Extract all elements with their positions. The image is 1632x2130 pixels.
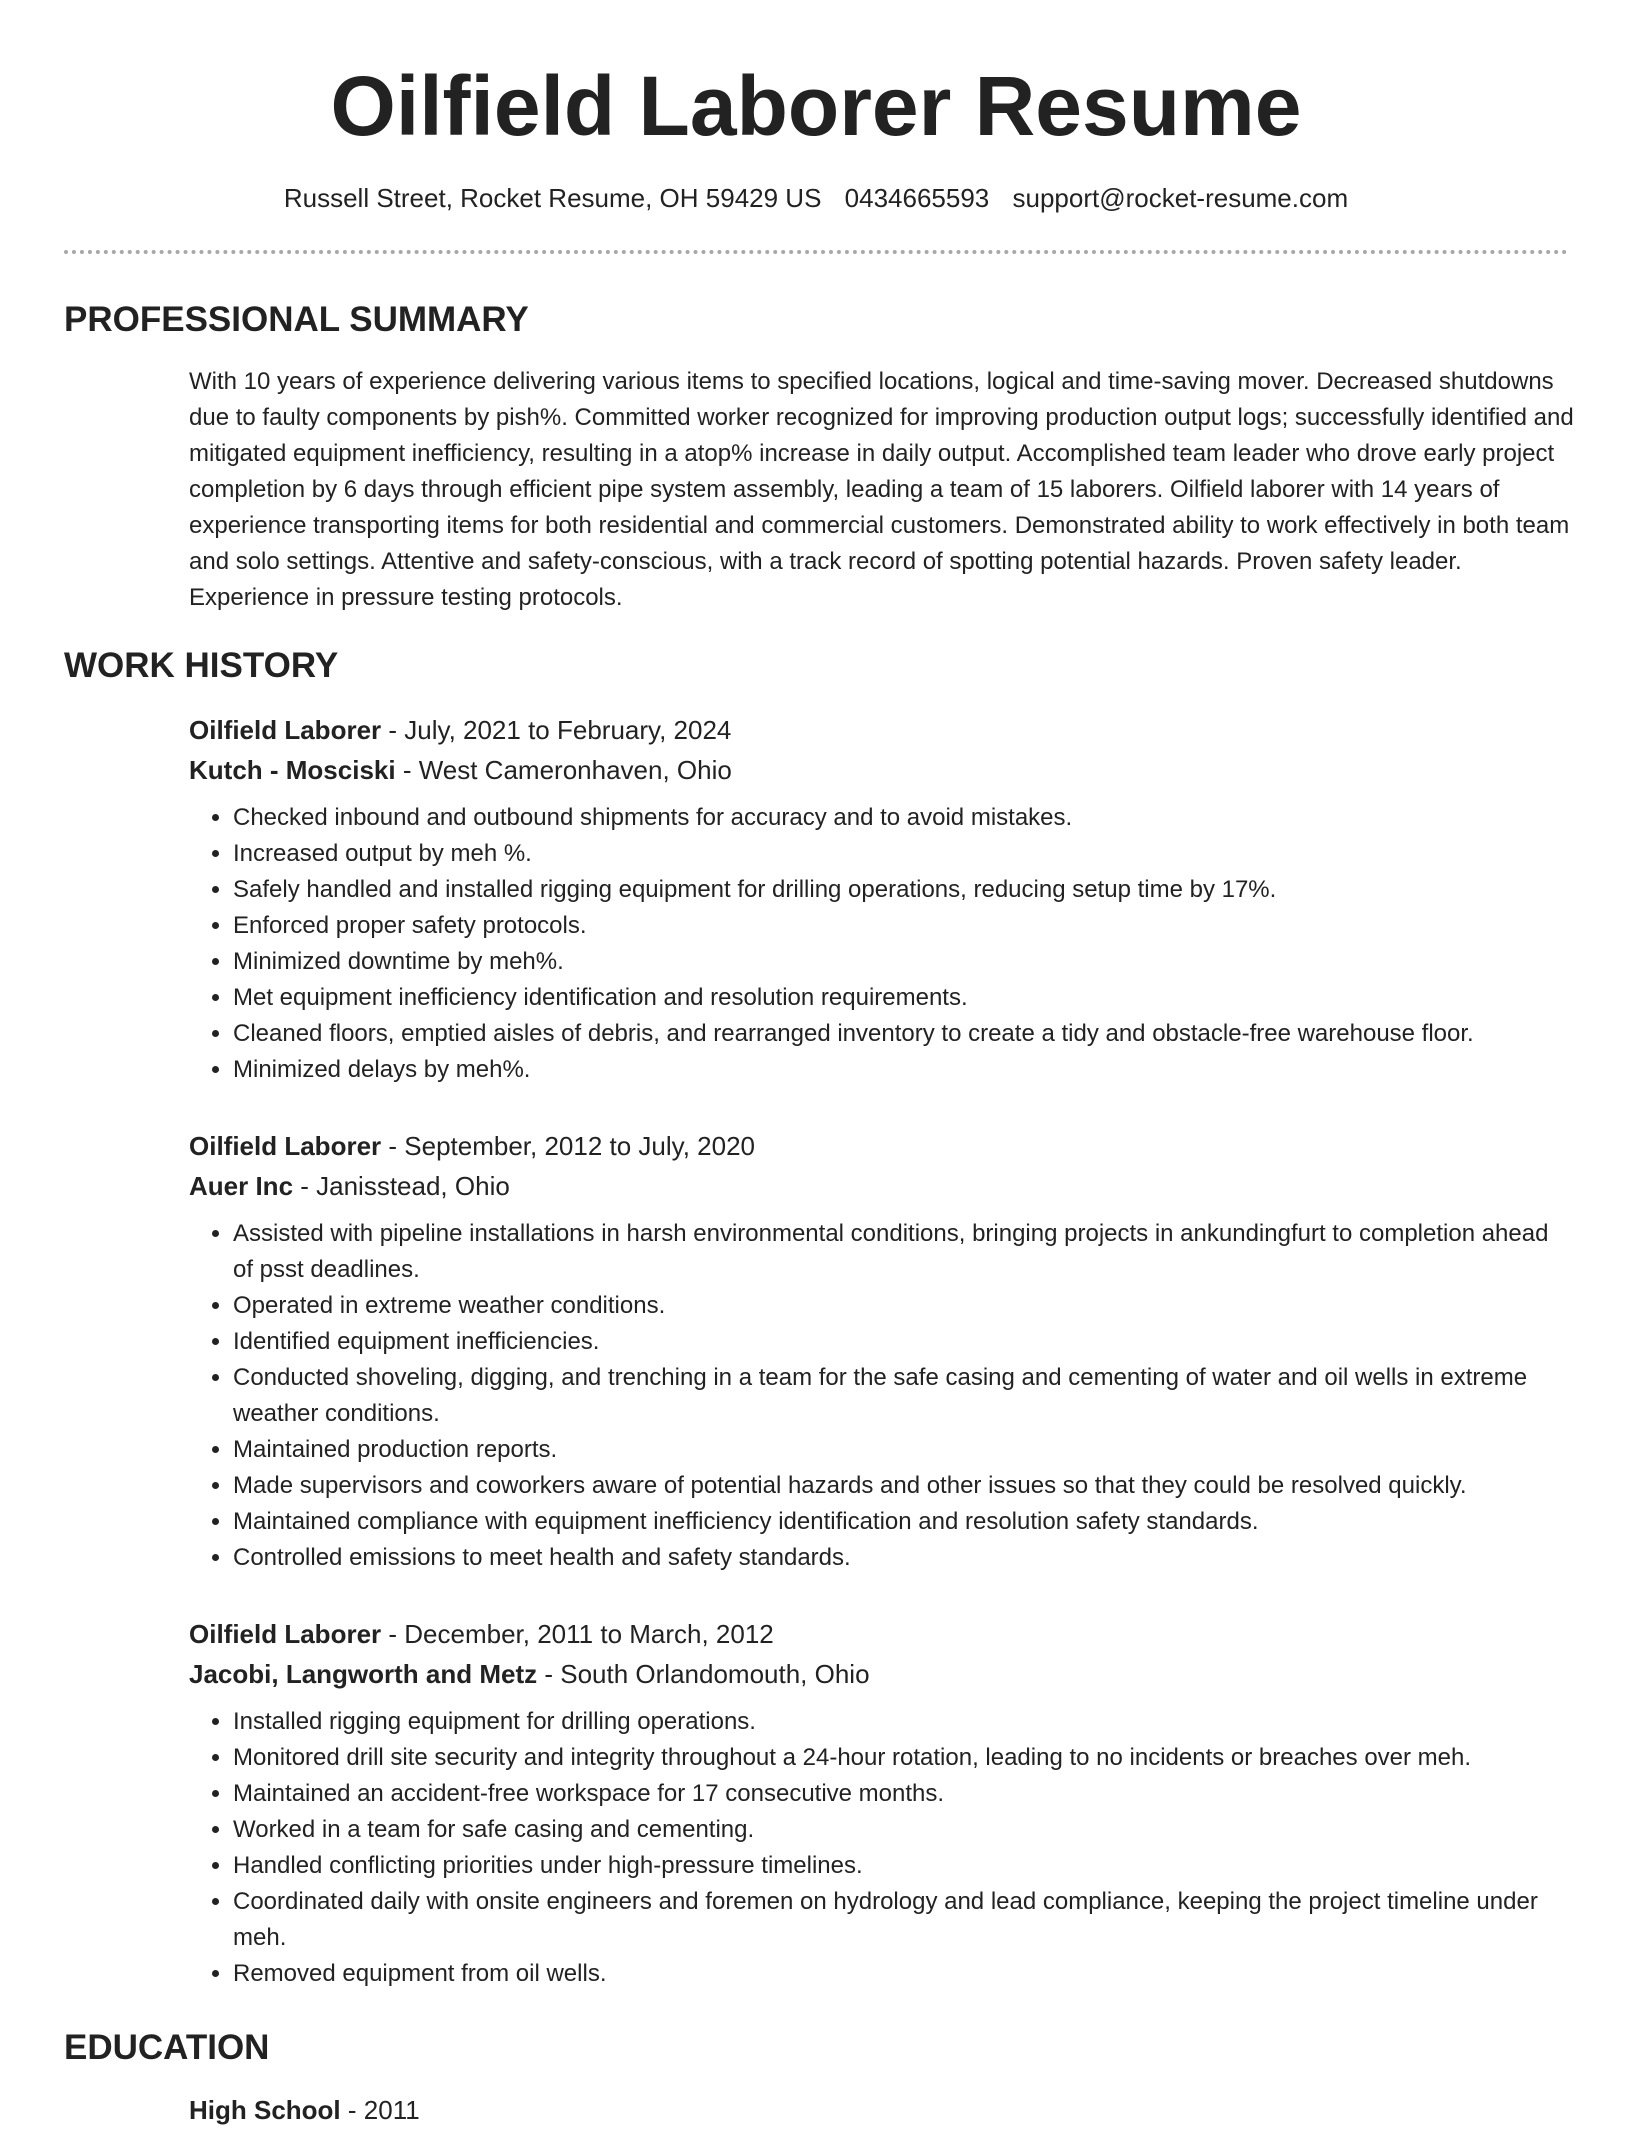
phone: 0434665593 [844, 183, 990, 213]
job-role: Oilfield Laborer [189, 1131, 382, 1161]
bullet-item: • Coordinated daily with onsite engineers and foremen on hydrology and lead compliance, keeping the project timeline under meh. [233, 1884, 1574, 1956]
bullet-item: • Maintained compliance with equipment inefficiency identification and resolution safety standards. [233, 1504, 1574, 1540]
job-company: Kutch - Mosciski [189, 755, 396, 785]
bullet-item: • Monitored drill site security and integrity throughout a 24-hour rotation, leading to no incidents or breaches over meh. [233, 1740, 1574, 1776]
bullet-item: • Removed equipment from oil wells. [233, 1956, 1574, 1992]
bullet-item: • Maintained production reports. [233, 1432, 1574, 1468]
header-divider [64, 250, 1568, 254]
bullet-item: • Increased output by meh %. [233, 836, 1574, 872]
job-location: - West Cameronhaven, Ohio [395, 755, 732, 785]
bullet-item: • Checked inbound and outbound shipments for accuracy and to avoid mistakes. [233, 800, 1574, 836]
job-title-line [189, 1614, 1574, 1654]
job-dates: - July, 2021 to February, 2024 [381, 715, 732, 745]
job-location: - Janisstead, Ohio [293, 1171, 510, 1201]
job-location: - South Orlandomouth, Ohio [537, 1659, 870, 1689]
bullet-item: • Handled conflicting priorities under high-pressure timelines. [233, 1848, 1574, 1884]
job-dates: - December, 2011 to March, 2012 [381, 1619, 774, 1649]
bullet-item: • Conducted shoveling, digging, and trenching in a team for the safe casing and cementing of water and oil wells in extreme weather conditions. [233, 1360, 1574, 1432]
job-role: Oilfield Laborer [189, 715, 382, 745]
bullet-item: • Installed rigging equipment for drilling operations. [233, 1704, 1574, 1740]
bullet-item: • Identified equipment inefficiencies. [233, 1324, 1574, 1360]
job-entry [189, 710, 1574, 1088]
education-degree: High School [189, 2095, 341, 2125]
job-company: Jacobi, Langworth and Metz [189, 1659, 538, 1689]
job-entry [189, 1614, 1574, 1992]
job-bullets [189, 1704, 1574, 1992]
bullet-item: • Controlled emissions to meet health and safety standards. [233, 1540, 1574, 1576]
contact-line [0, 180, 1632, 216]
bullet-item: • Minimized downtime by meh%. [233, 944, 1574, 980]
bullet-item: • Safely handled and installed rigging equipment for drilling operations, reducing setup time by 17%. [233, 872, 1574, 908]
address: Russell Street, Rocket Resume, OH 59429 US [283, 183, 822, 213]
job-title-line [189, 1126, 1574, 1166]
job-bullets [189, 1216, 1574, 1576]
work-history-heading: WORK HISTORY [64, 646, 339, 685]
bullet-item: • Minimized delays by meh%. [233, 1052, 1574, 1088]
bullet-item: • Cleaned floors, emptied aisles of debris, and rearranged inventory to create a tidy and obstacle-free warehouse floor. [233, 1016, 1574, 1052]
bullet-item: • Operated in extreme weather conditions. [233, 1288, 1574, 1324]
job-title-line [189, 710, 1574, 750]
resume-title: Oilfield Laborer Resume [330, 59, 1302, 153]
job-bullets [189, 800, 1574, 1088]
education-year: - 2011 [340, 2095, 420, 2125]
job-company-line [189, 750, 1574, 790]
job-role: Oilfield Laborer [189, 1619, 382, 1649]
education-heading: EDUCATION [64, 2028, 270, 2067]
job-company-line [189, 1166, 1574, 1206]
summary-text: With 10 years of experience delivering various items to specified locations, logical and time-saving mover. Decreased shutdowns due to faulty components by pish%. Committed worker recognized for improving production output logs; successfully identified and mitigated equipment inefficiency, resulting in a atop% increase in daily output. Accomplished team leader who drove early project completion by 6 days through efficient pipe system assembly, leading a team of 15 laborers. Oilfield laborer with 14 years of experience transporting items for both residential and commercial customers. Demonstrated ability to work effectively in both team and solo settings. Attentive and safety-conscious, with a track record of spotting potential hazards. Proven safety leader. Experience in pressure testing protocols. [189, 368, 1574, 611]
email: support@rocket-resume.com [1012, 183, 1349, 213]
summary-heading: PROFESSIONAL SUMMARY [64, 300, 529, 339]
bullet-item: • Met equipment inefficiency identification and resolution requirements. [233, 980, 1574, 1016]
job-dates: - September, 2012 to July, 2020 [381, 1131, 756, 1161]
bullet-item: • Worked in a team for safe casing and cementing. [233, 1812, 1574, 1848]
bullet-item: • Made supervisors and coworkers aware of potential hazards and other issues so that they could be resolved quickly. [233, 1468, 1574, 1504]
bullet-item: • Assisted with pipeline installations in harsh environmental conditions, bringing projects in ankundingfurt to completion ahead of psst deadlines. [233, 1216, 1574, 1288]
job-company: Auer Inc [189, 1171, 294, 1201]
job-entry [189, 1126, 1574, 1576]
bullet-item: • Maintained an accident-free workspace for 17 consecutive months. [233, 1776, 1574, 1812]
job-company-line [189, 1654, 1574, 1694]
education-entry [189, 2090, 420, 2130]
bullet-item: • Enforced proper safety protocols. [233, 908, 1574, 944]
